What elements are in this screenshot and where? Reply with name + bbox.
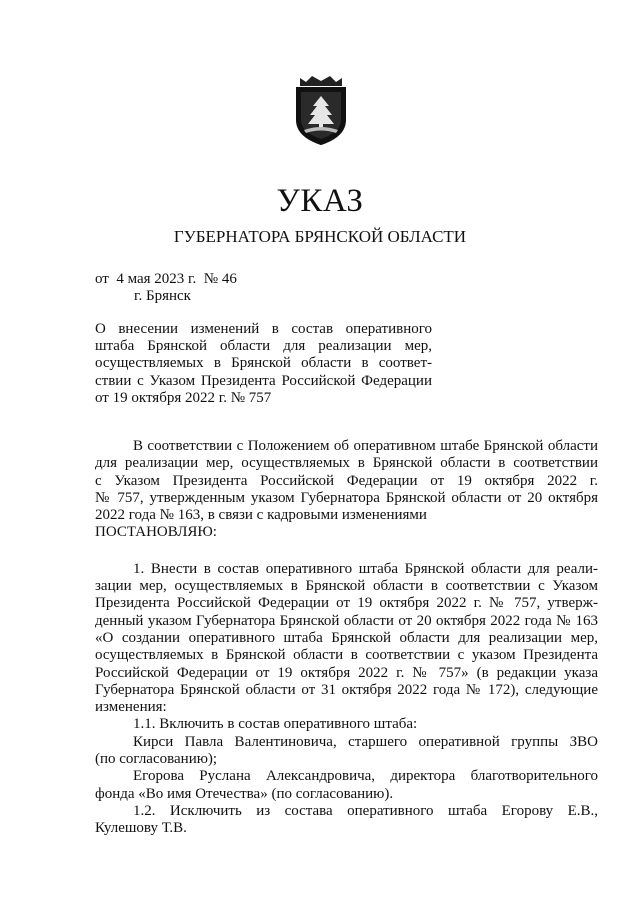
item-1-line: Президента Российской Федерации от 19 октября 2022 г. № 757, утверж-: [95, 595, 598, 612]
item-1-2-line: 1.2. Исключить из состава оперативного штаба Егорову Е.В.,: [133, 802, 598, 819]
document-title: УКАЗ: [276, 183, 364, 219]
heading-line: от 19 октября 2022 г. № 757: [95, 389, 272, 406]
heading-line: осуществляемых в Брянской области в соответ-: [95, 355, 432, 372]
person-1-line: (по согласованию);: [95, 751, 218, 768]
item-1-line: зации мер, осуществляемых в Брянской области в соответствии с Указом: [95, 578, 598, 595]
preamble-line: 2022 года № 163, в связи с кадровыми изменениями: [95, 507, 427, 524]
decree-date: 4 мая 2023 г.: [116, 271, 197, 287]
person-2-line: Егорова Руслана Александровича, директора благотворительного: [133, 768, 598, 785]
preamble-line: № 757, утвержденным указом Губернатора Брянской области от 20 октября: [95, 489, 598, 506]
decree-heading: [95, 321, 432, 407]
preamble-line: В соответствии с Положением об оперативном штабе Брянской области: [133, 438, 598, 454]
decree-number: № 46: [203, 271, 237, 287]
date-prefix: от: [95, 271, 109, 287]
preamble-line: с Указом Президента Российской Федерации от 19 октября 2022 г.: [95, 472, 598, 489]
preamble-line: для реализации мер, осуществляемых в Брянской области в соответствии: [95, 455, 598, 472]
item-1-2-line: Кулешову Т.В.: [95, 820, 187, 837]
person-2-line: фонда «Во имя Отечества» (по согласованию).: [95, 785, 394, 802]
coat-of-arms-icon: [292, 74, 350, 148]
heading-line: О внесении изменений в состав оперативного: [95, 321, 432, 337]
resolve-word: ПОСТАНОВЛЯЮ:: [95, 524, 217, 541]
person-1-line: Кирси Павла Валентиновича, старшего оперативной группы ЗВО: [133, 733, 598, 750]
decree-body: [95, 438, 598, 838]
item-1-1: 1.1. Включить в состав оперативного штаба:: [133, 716, 418, 733]
city: г. Брянск: [134, 288, 191, 304]
item-1-line: денный указом Губернатора Брянской области от 20 октября 2022 года № 163: [95, 612, 598, 629]
item-1-line: изменения:: [95, 699, 167, 716]
item-1-line: осуществляемых в Брянской области в соответствии с указом Президента: [95, 647, 598, 664]
item-1-line: 1. Внести в состав оперативного штаба Брянской области для реали-: [133, 560, 598, 577]
item-1-line: Российской Федерации от 19 октября 2022 г. № 757» (в редакции указа: [95, 664, 598, 681]
item-1-line: «О создании оперативного штаба Брянской области для реализации мер,: [95, 629, 598, 646]
heading-line: штаба Брянской области для реализации мер,: [95, 338, 432, 355]
document-subtitle: ГУБЕРНАТОРА БРЯНСКОЙ ОБЛАСТИ: [173, 227, 467, 246]
item-1-line: Губернатора Брянской области от 31 октября 2022 года № 172), следующие: [95, 681, 598, 698]
heading-line: ствии с Указом Президента Российской Федерации: [95, 372, 432, 389]
